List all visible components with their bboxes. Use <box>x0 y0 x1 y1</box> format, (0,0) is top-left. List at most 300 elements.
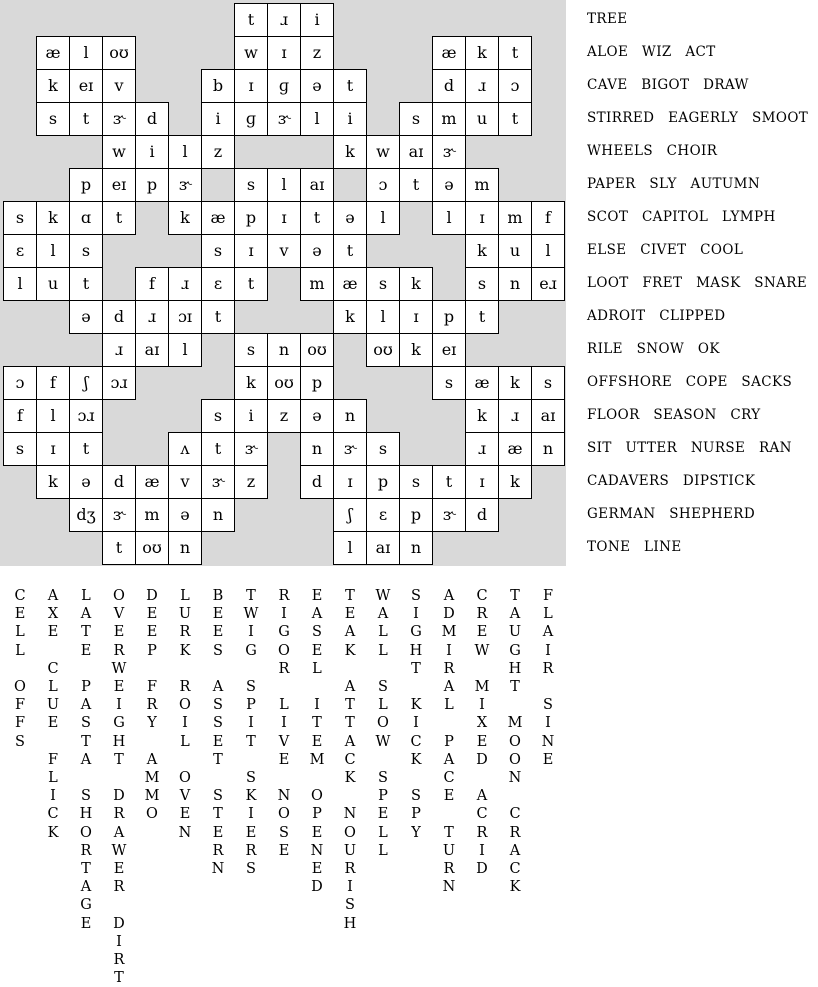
down-word-letter: E <box>179 806 191 823</box>
grid-cell: l <box>300 102 334 136</box>
down-word-letter: T <box>81 860 91 877</box>
grid-cell: m <box>135 498 169 532</box>
down-word-letter: S <box>213 788 223 805</box>
grid-cell: oʊ <box>135 531 169 565</box>
down-word-letter: O <box>278 806 290 823</box>
grid-cell: p <box>69 168 103 202</box>
down-word-letter: I <box>116 933 122 950</box>
puzzle-grid <box>0 0 566 566</box>
grid-cell: p <box>399 498 433 532</box>
down-word-letter: S <box>345 897 355 914</box>
down-word-letter: E <box>212 624 224 641</box>
down-word-letter: U <box>46 697 60 714</box>
grid-cell: n <box>168 531 202 565</box>
down-word-letter: C <box>47 806 59 823</box>
grid-cell: t <box>102 201 136 235</box>
down-word-letter: I <box>248 715 254 732</box>
down-word-letter: R <box>113 806 125 823</box>
grid-cell: ɪ <box>267 36 301 70</box>
down-word-letter: S <box>378 679 388 695</box>
down-word-letter: E <box>278 751 290 768</box>
answer-line: STIRRED EAGERLY SMOOT <box>587 110 809 126</box>
grid-cell: i <box>135 135 169 169</box>
down-word <box>3 678 37 751</box>
grid-cell: f <box>531 201 565 235</box>
down-word-letter: C <box>509 860 521 877</box>
down-word-letter: M <box>474 679 490 695</box>
down-word-letter: S <box>213 715 223 732</box>
grid-cell: s <box>69 234 103 268</box>
down-word-letter: G <box>509 642 521 659</box>
grid-cell: ɹ <box>498 399 532 433</box>
down-word-letter: T <box>510 588 520 604</box>
grid-cell: ɹ <box>135 300 169 334</box>
down-word-letter: K <box>344 642 356 659</box>
down-word <box>3 587 37 660</box>
grid-cell: u <box>465 102 499 136</box>
down-word-letter: M <box>309 751 325 768</box>
down-word-letter: H <box>79 806 93 823</box>
grid-cell: n <box>300 432 334 466</box>
grid-cell: d <box>300 465 334 499</box>
grid-cell: ɝ <box>234 432 268 466</box>
down-word-letter: I <box>446 642 452 659</box>
grid-cell: ɝ <box>201 465 235 499</box>
down-word <box>300 787 334 896</box>
down-word-letter: L <box>48 769 58 786</box>
down-word-letter: C <box>410 733 422 750</box>
answer-line: CADAVERS DIPSTICK <box>587 473 756 489</box>
down-word-letter: L <box>378 697 388 714</box>
down-word-letter: N <box>178 824 192 841</box>
down-word-letter: R <box>476 824 488 841</box>
down-word <box>333 678 367 787</box>
down-word-letter: L <box>15 624 25 641</box>
down-word-letter: T <box>246 588 256 604</box>
grid-cell: z <box>300 36 334 70</box>
grid-cell: ə <box>168 498 202 532</box>
grid-cell: l <box>531 234 565 268</box>
down-word <box>300 696 334 769</box>
grid-cell: ɪ <box>234 69 268 103</box>
grid-cell: l <box>366 201 400 235</box>
down-word-letter: R <box>113 879 125 896</box>
down-word-letter: A <box>80 606 92 623</box>
down-word-letter: E <box>80 915 92 932</box>
grid-cell: m <box>432 102 466 136</box>
down-word-letter: A <box>113 824 125 841</box>
grid-cell: ʌ <box>168 432 202 466</box>
grid-cell: aɪ <box>399 135 433 169</box>
grid-cell: ɝ <box>432 135 466 169</box>
grid-cell: k <box>36 201 70 235</box>
down-word-letter: E <box>311 824 323 841</box>
down-word-letter: S <box>81 715 91 732</box>
down-word-letter: L <box>81 588 91 604</box>
down-word-letter: I <box>281 606 287 623</box>
grid-cell: w <box>366 135 400 169</box>
grid-cell: n <box>531 432 565 466</box>
down-word-letter: N <box>541 733 555 750</box>
down-word-letter: U <box>178 606 192 623</box>
down-word-letter: I <box>50 788 56 805</box>
grid-cell: n <box>267 333 301 367</box>
down-word-letter: E <box>311 860 323 877</box>
down-word-letter: I <box>545 642 551 659</box>
down-word-letter: E <box>212 824 224 841</box>
answer-line: GERMAN SHEPHERD <box>587 506 756 522</box>
down-word-letter: E <box>311 733 323 750</box>
grid-cell: k <box>465 399 499 433</box>
down-word-letter: S <box>213 697 223 714</box>
grid-cell: ə <box>69 465 103 499</box>
down-word-letter: C <box>443 769 455 786</box>
grid-cell: l <box>366 300 400 334</box>
down-word-letter: B <box>212 588 224 604</box>
grid-cell: w <box>234 36 268 70</box>
answer-line: SIT UTTER NURSE RAN <box>587 440 792 456</box>
grid-cell: k <box>465 36 499 70</box>
down-word-letter: P <box>378 788 388 805</box>
down-word-letter: O <box>377 715 389 732</box>
down-word <box>201 587 235 660</box>
down-word-letter: F <box>14 697 26 714</box>
grid-cell: k <box>36 69 70 103</box>
down-word-letter: A <box>443 751 455 768</box>
down-word-letter: S <box>411 588 421 604</box>
down-word <box>201 678 235 769</box>
grid-cell: t <box>201 300 235 334</box>
down-word-letter: A <box>80 697 92 714</box>
down-word-letter: U <box>442 842 456 859</box>
down-word-letter: S <box>246 770 256 786</box>
answer-line: CAVE BIGOT DRAW <box>587 77 749 93</box>
grid-cell: æ <box>135 465 169 499</box>
grid-cell: w <box>102 135 136 169</box>
down-word <box>399 787 433 842</box>
down-word-letter: O <box>14 679 26 695</box>
grid-cell: ɪ <box>234 234 268 268</box>
down-word-letter: E <box>80 642 92 659</box>
grid-cell: æ <box>498 432 532 466</box>
grid-cell: l <box>333 531 367 565</box>
down-word-letter: L <box>180 588 190 604</box>
down-word-letter: O <box>509 751 521 768</box>
grid-cell: t <box>498 102 532 136</box>
grid-cell: eɹ <box>531 267 565 301</box>
down-word-letter: W <box>111 660 127 677</box>
down-word-letter: F <box>47 751 59 768</box>
answer-line: OFFSHORE COPE SACKS <box>587 374 793 390</box>
down-word-letter: A <box>476 788 488 805</box>
down-word-letter: C <box>344 751 356 768</box>
grid-cell: ɝ <box>333 432 367 466</box>
grid-cell: ɪ <box>333 465 367 499</box>
grid-cell: k <box>498 465 532 499</box>
grid-cell: æ <box>333 267 367 301</box>
grid-cell: p <box>135 168 169 202</box>
down-word <box>135 678 169 733</box>
grid-cell: ə <box>69 300 103 334</box>
down-word-letter: A <box>146 751 158 768</box>
grid-cell: s <box>399 465 433 499</box>
grid-cell: ɝ <box>432 498 466 532</box>
down-word-letter: R <box>278 588 290 604</box>
down-word-letter: A <box>80 879 92 896</box>
grid-cell: oʊ <box>102 36 136 70</box>
down-word <box>300 587 334 678</box>
grid-cell: t <box>333 69 367 103</box>
down-word-letter: R <box>245 842 257 859</box>
down-word-letter: I <box>116 697 122 714</box>
down-word <box>69 787 103 933</box>
down-word-letter: G <box>278 624 290 641</box>
answer-line: FLOOR SEASON CRY <box>587 407 761 423</box>
down-word-letter: R <box>113 951 125 968</box>
down-word <box>201 787 235 878</box>
down-word <box>333 587 367 660</box>
grid-cell: i <box>234 399 268 433</box>
down-word-columns <box>0 583 818 985</box>
grid-cell: t <box>498 36 532 70</box>
grid-cell: l <box>69 36 103 70</box>
down-word-letter: A <box>47 588 59 604</box>
grid-cell: æ <box>201 201 235 235</box>
down-word-letter: R <box>146 697 158 714</box>
grid-cell: ɪ <box>267 201 301 235</box>
down-word-letter: T <box>312 715 322 732</box>
down-word-letter: W <box>111 842 127 859</box>
down-word-letter: O <box>278 642 290 659</box>
grid-cell: ɹ <box>267 3 301 37</box>
down-word-letter: E <box>113 624 125 641</box>
grid-cell: l <box>432 201 466 235</box>
down-word-letter: T <box>345 697 355 714</box>
grid-cell: k <box>333 300 367 334</box>
down-word-letter: R <box>509 824 521 841</box>
grid-cell: s <box>234 168 268 202</box>
down-word-letter: K <box>344 769 356 786</box>
down-word-letter: A <box>542 624 554 641</box>
grid-cell: ɔ <box>3 366 37 400</box>
grid-cell: d <box>102 300 136 334</box>
down-word-letter: N <box>508 769 522 786</box>
down-word <box>531 696 565 769</box>
down-word-letter: T <box>114 751 124 768</box>
down-word-letter: P <box>81 679 91 695</box>
down-word-letter: T <box>444 824 454 841</box>
down-word-letter: L <box>378 842 388 859</box>
down-word-letter: I <box>281 715 287 732</box>
down-word <box>465 678 499 769</box>
down-word-letter: E <box>476 733 488 750</box>
grid-cell: u <box>36 267 70 301</box>
down-word-letter: L <box>378 624 388 641</box>
answer-line: ELSE CIVET COOL <box>587 242 744 258</box>
down-word-letter: C <box>476 588 488 604</box>
down-word <box>69 587 103 660</box>
grid-cell: ɪ <box>399 300 433 334</box>
down-word-letter: Y <box>147 715 157 732</box>
down-word-letter: R <box>179 679 191 695</box>
grid-cell: ɪ <box>465 201 499 235</box>
grid-cell: l <box>267 168 301 202</box>
down-word <box>432 733 466 806</box>
down-word <box>168 769 202 842</box>
down-word-letter: D <box>113 915 125 932</box>
grid-cell: s <box>234 333 268 367</box>
grid-cell: k <box>36 465 70 499</box>
grid-cell: z <box>201 135 235 169</box>
down-word <box>498 714 532 787</box>
down-word-letter: D <box>113 788 125 805</box>
down-word-letter: E <box>476 624 488 641</box>
down-word-letter: W <box>243 606 259 623</box>
grid-cell: l <box>168 135 202 169</box>
down-word <box>234 587 268 660</box>
down-word <box>36 587 70 642</box>
answer-line: WHEELS CHOIR <box>587 143 718 159</box>
grid-cell: f <box>36 366 70 400</box>
grid-cell: oʊ <box>300 333 334 367</box>
grid-cell: d <box>432 69 466 103</box>
down-word-letter: V <box>113 606 125 623</box>
grid-cell: s <box>465 267 499 301</box>
down-word-letter: E <box>14 606 26 623</box>
down-word-letter: O <box>509 733 521 750</box>
grid-cell: ɑ <box>69 201 103 235</box>
grid-cell: m <box>300 267 334 301</box>
down-word-letter: O <box>80 824 92 841</box>
grid-cell: ɝ <box>102 498 136 532</box>
down-word-letter: N <box>277 788 291 805</box>
grid-cell: i <box>201 102 235 136</box>
grid-cell: v <box>102 69 136 103</box>
down-word-letter: E <box>443 788 455 805</box>
grid-cell: k <box>465 234 499 268</box>
down-word <box>465 587 499 660</box>
grid-cell: k <box>399 267 433 301</box>
grid-cell: t <box>201 432 235 466</box>
down-word-letter: K <box>47 824 59 841</box>
grid-cell: ʃ <box>69 366 103 400</box>
answer-line: PAPER SLY AUTUMN <box>587 176 761 192</box>
down-word-letter: R <box>443 660 455 677</box>
down-word-letter: T <box>510 678 520 695</box>
grid-cell: ɔɹ <box>102 366 136 400</box>
grid-cell: ə <box>333 201 367 235</box>
down-word-letter: E <box>245 824 257 841</box>
down-word-letter: O <box>311 788 323 805</box>
grid-cell: p <box>432 300 466 334</box>
grid-cell: t <box>102 531 136 565</box>
grid-cell: ɡ <box>267 69 301 103</box>
down-word-letter: A <box>509 606 521 623</box>
down-word-letter: O <box>146 806 158 823</box>
down-word-letter: I <box>248 806 254 823</box>
down-word <box>465 787 499 878</box>
down-word-letter: L <box>15 642 25 659</box>
grid-cell: n <box>399 531 433 565</box>
down-word-letter: S <box>246 679 256 695</box>
down-word-letter: I <box>479 842 485 859</box>
down-word-letter: T <box>213 806 223 823</box>
down-word <box>267 587 301 678</box>
answer-line: RILE SNOW OK <box>587 341 720 357</box>
down-word-letter: A <box>212 679 224 695</box>
down-word-letter: E <box>278 842 290 859</box>
down-word <box>366 587 400 660</box>
down-word <box>498 805 532 896</box>
grid-cell: l <box>168 333 202 367</box>
grid-cell: i <box>300 3 334 37</box>
down-word-letter: G <box>410 624 422 641</box>
grid-cell: ɝ <box>102 102 136 136</box>
down-word-letter: I <box>545 715 551 732</box>
down-word-letter: H <box>409 642 423 659</box>
down-word-letter: C <box>509 806 521 823</box>
down-word-letter: S <box>378 770 388 786</box>
down-word-letter: R <box>278 660 290 677</box>
down-word-letter: I <box>347 879 353 896</box>
down-word <box>234 678 268 751</box>
grid-cell: s <box>432 366 466 400</box>
grid-cell: s <box>366 267 400 301</box>
down-word <box>102 587 136 769</box>
down-word-letter: L <box>378 642 388 659</box>
down-word-letter: S <box>411 788 421 805</box>
down-word-letter: A <box>443 678 455 695</box>
down-word <box>267 696 301 769</box>
grid-cell: f <box>3 399 37 433</box>
grid-cell: ɹ <box>102 333 136 367</box>
down-word-letter: G <box>245 642 257 659</box>
grid-cell: ɝ <box>267 102 301 136</box>
down-word-letter: F <box>146 679 158 695</box>
down-word-letter: D <box>146 588 158 604</box>
down-word-letter: E <box>212 606 224 623</box>
down-word-letter: D <box>476 860 488 877</box>
grid-cell: ə <box>432 168 466 202</box>
grid-cell: s <box>3 432 37 466</box>
down-word-letter: K <box>179 642 191 659</box>
down-word-letter: E <box>311 642 323 659</box>
down-word-letter: U <box>343 842 357 859</box>
down-word <box>69 678 103 769</box>
down-word-letter: D <box>443 606 455 623</box>
grid-cell: ɔɪ <box>168 300 202 334</box>
down-word-letter: R <box>542 660 554 677</box>
grid-cell: oʊ <box>267 366 301 400</box>
grid-cell: s <box>3 201 37 235</box>
grid-cell: l <box>3 267 37 301</box>
grid-cell: t <box>399 168 433 202</box>
grid-cell: z <box>234 465 268 499</box>
down-word-letter: K <box>245 788 257 805</box>
grid-cell: t <box>465 300 499 334</box>
down-word-letter: M <box>144 788 160 805</box>
answer-line: ALOE WIZ ACT <box>587 44 716 60</box>
grid-cell: k <box>168 201 202 235</box>
grid-cell: ə <box>300 399 334 433</box>
down-word-letter: P <box>411 806 421 823</box>
down-word-letter: H <box>508 660 522 677</box>
grid-cell: p <box>234 201 268 235</box>
grid-cell: aɪ <box>135 333 169 367</box>
down-word-letter: S <box>543 697 553 714</box>
down-word-letter: P <box>312 806 322 823</box>
down-word-letter: M <box>441 624 457 641</box>
